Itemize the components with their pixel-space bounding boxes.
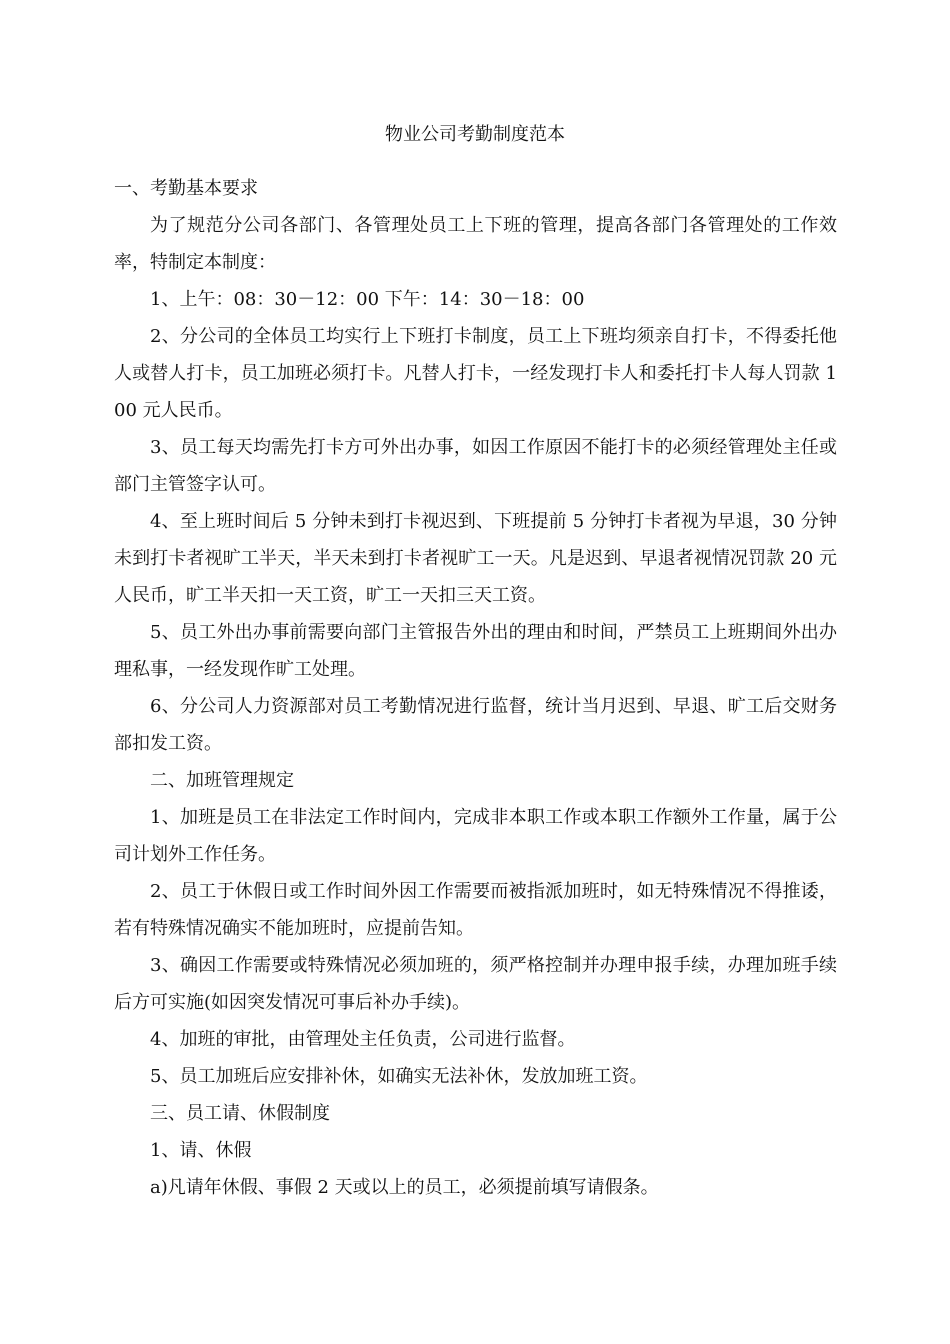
section-heading-leave: 三、员工请、休假制度 [150,1103,330,1124]
paragraph-late-rule: 4、至上班时间后 5 分钟未到打卡视迟到、下班提前 5 分钟打卡者视为早退，30 分钟未到打卡者视旷工半天，半天未到打卡者视旷工一天。凡是迟到、早退者视情况罚款 20 元人民币，旷工半天扣一天工资，旷工一天扣三天工资。 [114,511,837,606]
paragraph-overtime-assignment: 2、员工于休假日或工作时间外因工作需要而被指派加班时，如无特殊情况不得推诿，若有特殊情况确实不能加班时，应提前告知。 [114,881,837,939]
paragraph-outing-rule: 3、员工每天均需先打卡方可外出办事，如因工作原因不能打卡的必须经管理处主任或部门主管签字认可。 [114,437,837,495]
paragraph-overtime-approval: 4、加班的审批，由管理处主任负责，公司进行监督。 [150,1029,576,1050]
section-heading-overtime: 二、加班管理规定 [150,770,294,791]
paragraph-overtime-definition: 1、加班是员工在非法定工作时间内，完成非本职工作或本职工作额外工作量，属于公司计划外工作任务。 [114,807,837,865]
paragraph-outside-business: 5、员工外出办事前需要向部门主管报告外出的理由和时间，严禁员工上班期间外出办理私事，一经发现作旷工处理。 [114,622,837,680]
paragraph-leave-heading: 1、请、休假 [150,1140,252,1161]
section-heading-attendance: 一、考勤基本要求 [114,178,258,199]
paragraph-overtime-procedure: 3、确因工作需要或特殊情况必须加班的，须严格控制并办理申报手续，办理加班手续后方可实施(如因突发情况可事后补办手续)。 [114,955,837,1013]
document-title: 物业公司考勤制度范本 [385,124,565,145]
paragraph-supervision: 6、分公司人力资源部对员工考勤情况进行监督，统计当月迟到、早退、旷工后交财务部扣发工资。 [114,696,837,754]
paragraph-leave-request: a)凡请年休假、事假 2 天或以上的员工，必须提前填写请假条。 [150,1177,659,1198]
document-body [114,170,837,1206]
paragraph-intro: 为了规范分公司各部门、各管理处员工上下班的管理，提高各部门各管理处的工作效率，特制定本制度： [114,215,837,273]
paragraph-work-hours: 1、上午：08：30－12：00 下午：14：30－18：00 [150,289,585,310]
paragraph-overtime-compensation: 5、员工加班后应安排补休，如确实无法补休，发放加班工资。 [150,1066,648,1087]
paragraph-clock-in-rule: 2、分公司的全体员工均实行上下班打卡制度，员工上下班均须亲自打卡，不得委托他人或替人打卡，员工加班必须打卡。凡替人打卡，一经发现打卡人和委托打卡人每人罚款 100 元人民币。 [114,326,837,421]
